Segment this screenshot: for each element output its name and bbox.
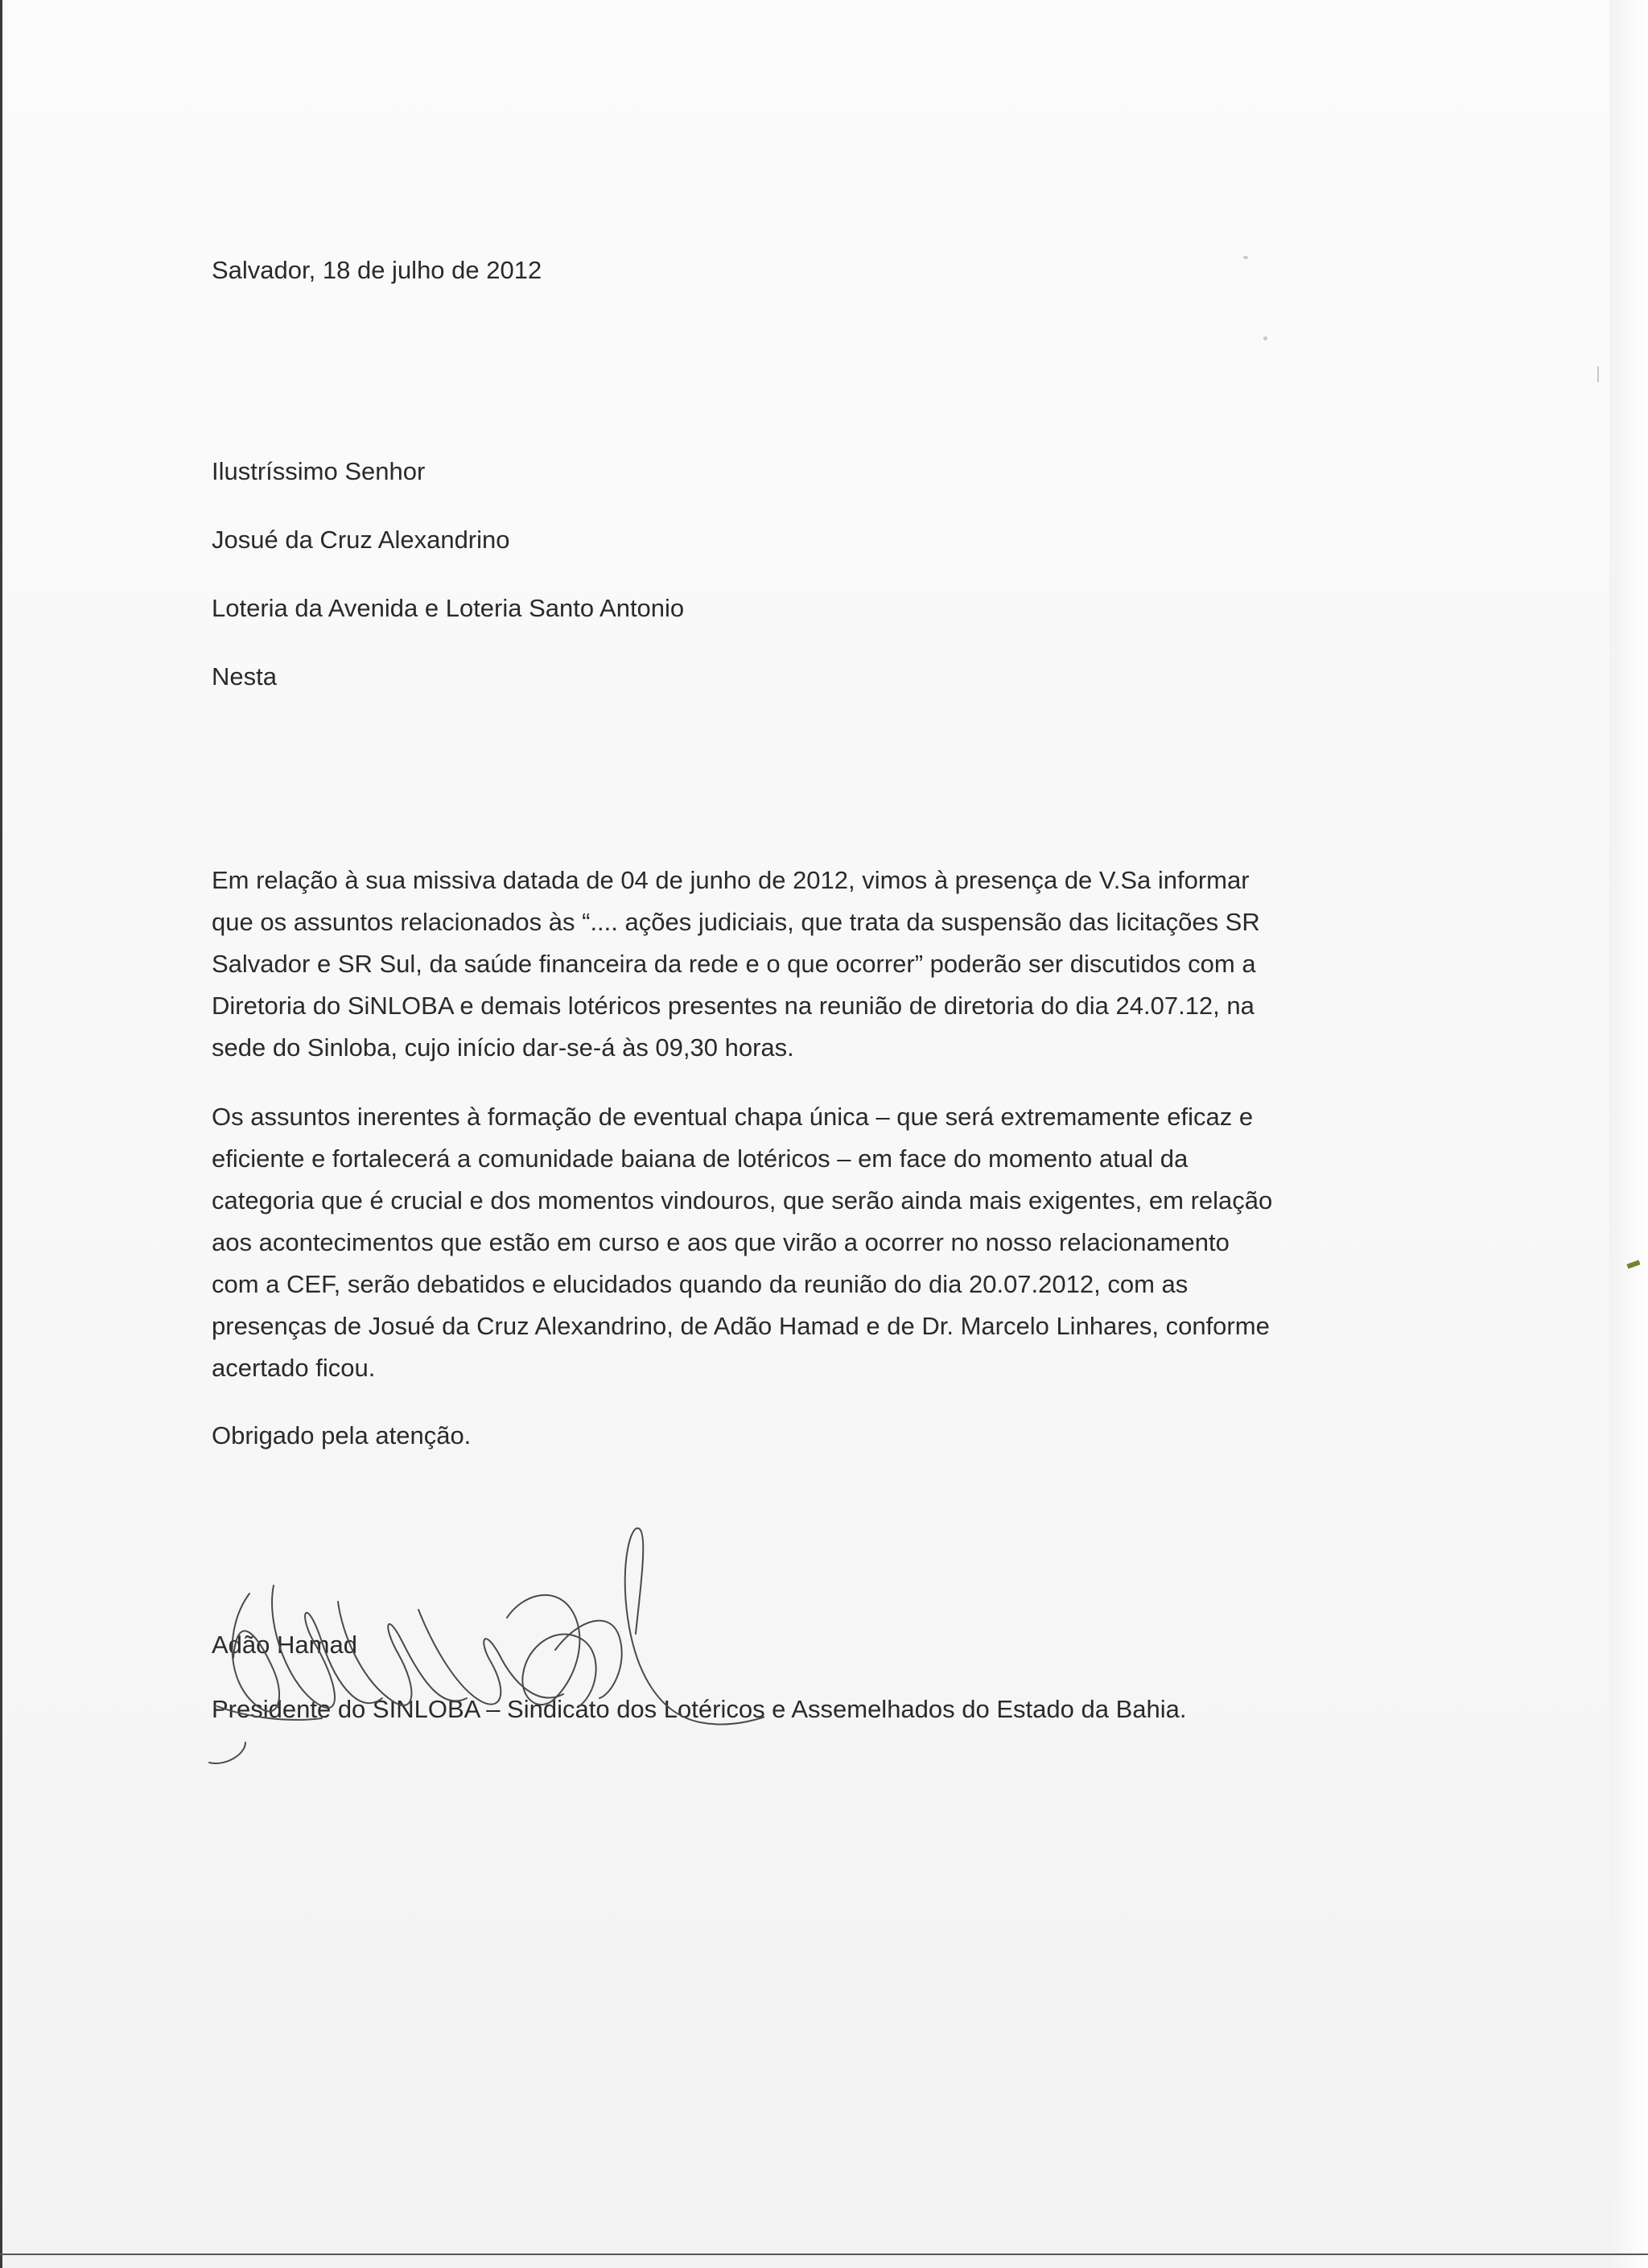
recipient-location: Nesta [212,662,277,691]
paragraph-line: Os assuntos inerentes à formação de eventual chapa única – que será extremamente eficaz e [212,1103,1254,1131]
recipient-name: Josué da Cruz Alexandrino [212,526,510,554]
signatory-title: Presidente do SINLOBA – Sindicato dos Lotéricos e Assemelhados do Estado da Bahia. [212,1695,1187,1723]
recipient-organization: Loteria da Avenida e Loteria Santo Antonio [212,594,685,622]
scan-speck [1263,336,1267,340]
recipient-salutation: Ilustríssimo Senhor [212,457,426,485]
paragraph-line: eficiente e fortalecerá a comunidade baiana de lotéricos – em face do momento atual da [212,1144,1189,1173]
paragraph-line: com a CEF, serão debatidos e elucidados quando da reunião do dia 20.07.2012, com as [212,1270,1189,1298]
paragraph-line: presenças de Josué da Cruz Alexandrino, de Adão Hamad e de Dr. Marcelo Linhares, conforme [212,1312,1270,1340]
paragraph-line: Salvador e SR Sul, da saúde financeira da rede e o que ocorrer” poderão ser discutidos com a [212,950,1256,978]
page-left-edge [0,0,2,2268]
paragraph-line: acertado ficou. [212,1354,376,1382]
paragraph-line: aos acontecimentos que estão em curso e aos que virão a ocorrer no nosso relacionamento [212,1228,1230,1256]
paragraph-line: que os assuntos relacionados às “.... ações judiciais, que trata da suspensão das licitações SR [212,908,1260,936]
paragraph-line: categoria que é crucial e dos momentos vindouros, que serão ainda mais exigentes, em relação [212,1186,1273,1214]
paragraph-line: sede do Sinloba, cujo início dar-se-á às 09,30 horas. [212,1033,794,1062]
closing-line: Obrigado pela atenção. [212,1421,472,1449]
letter-date: Salvador, 18 de julho de 2012 [212,256,542,284]
page-right-shadow [1609,0,1648,2268]
paragraph-1 [212,860,1260,1069]
paragraph-line: Em relação à sua missiva datada de 04 de junho de 2012, vimos à presença de V.Sa informar [212,866,1250,894]
scan-speck [1243,256,1248,259]
signatory-name: Adão Hamad [212,1631,357,1659]
paragraph-2 [212,1096,1272,1389]
paragraph-line: Diretoria do SiNLOBA e demais lotéricos presentes na reunião de diretoria do dia 24.07.12, na [212,992,1255,1020]
handwritten-signature [201,1497,764,1771]
recipient-block [212,451,684,724]
page-bottom-edge [0,2254,1648,2255]
scan-speck [1597,366,1599,382]
